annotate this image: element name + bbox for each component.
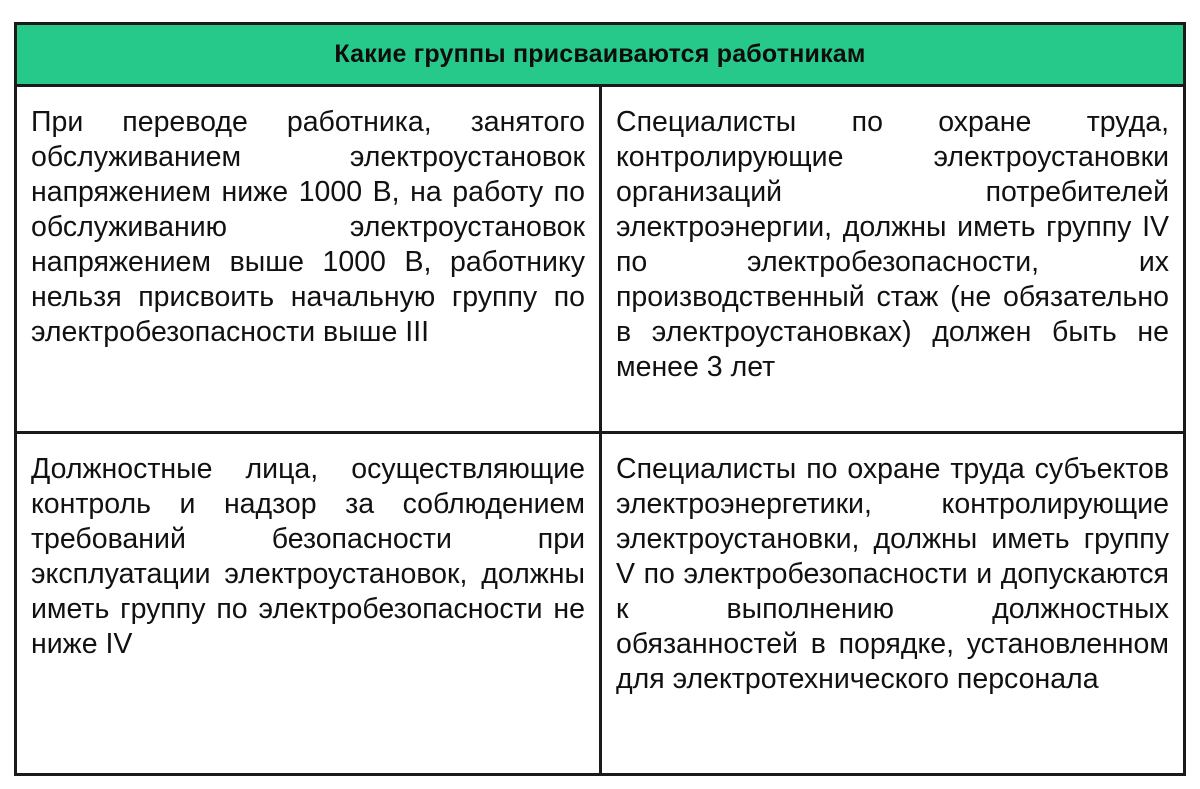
table-title: Какие группы присваиваются работникам	[334, 40, 866, 68]
table-row	[17, 434, 1183, 773]
cell-text: Должностные лица, осуществляющие контроль и надзор за соблюдением требований безопасности при эксплуатации электроустановок, должны иметь группу по электробезопасности не ниже IV	[31, 453, 585, 660]
table-row	[17, 87, 1183, 434]
cell-text: При переводе работника, занятого обслуживанием электроустановок напряжением ниже 1000 В, на работу по обслуживанию электроустановок напряжением выше 1000 В, работнику нельзя присвоить начальную группу по электробезопасности выше III	[31, 106, 585, 348]
table-cell-right	[602, 434, 1183, 773]
table-cell-left	[17, 87, 602, 431]
table-cell-left	[17, 434, 602, 773]
table-header	[17, 25, 1183, 87]
table-cell-right	[602, 87, 1183, 431]
cell-text: Специалисты по охране труда субъектов электроэнергетики, контролирующие электроустановки, должны иметь группу V по электробезопасности и допускаются к выполнению должностных обязанностей в порядке, установленном для электротехнического персонала	[616, 453, 1169, 695]
cell-text: Специалисты по охране труда, контролирующие электроустановки организаций потребителей электроэнергии, должны иметь группу IV по электробезопасности, их производственный стаж (не обязательно в электроустановках) должен быть не менее 3 лет	[616, 106, 1169, 383]
groups-table	[14, 22, 1186, 776]
